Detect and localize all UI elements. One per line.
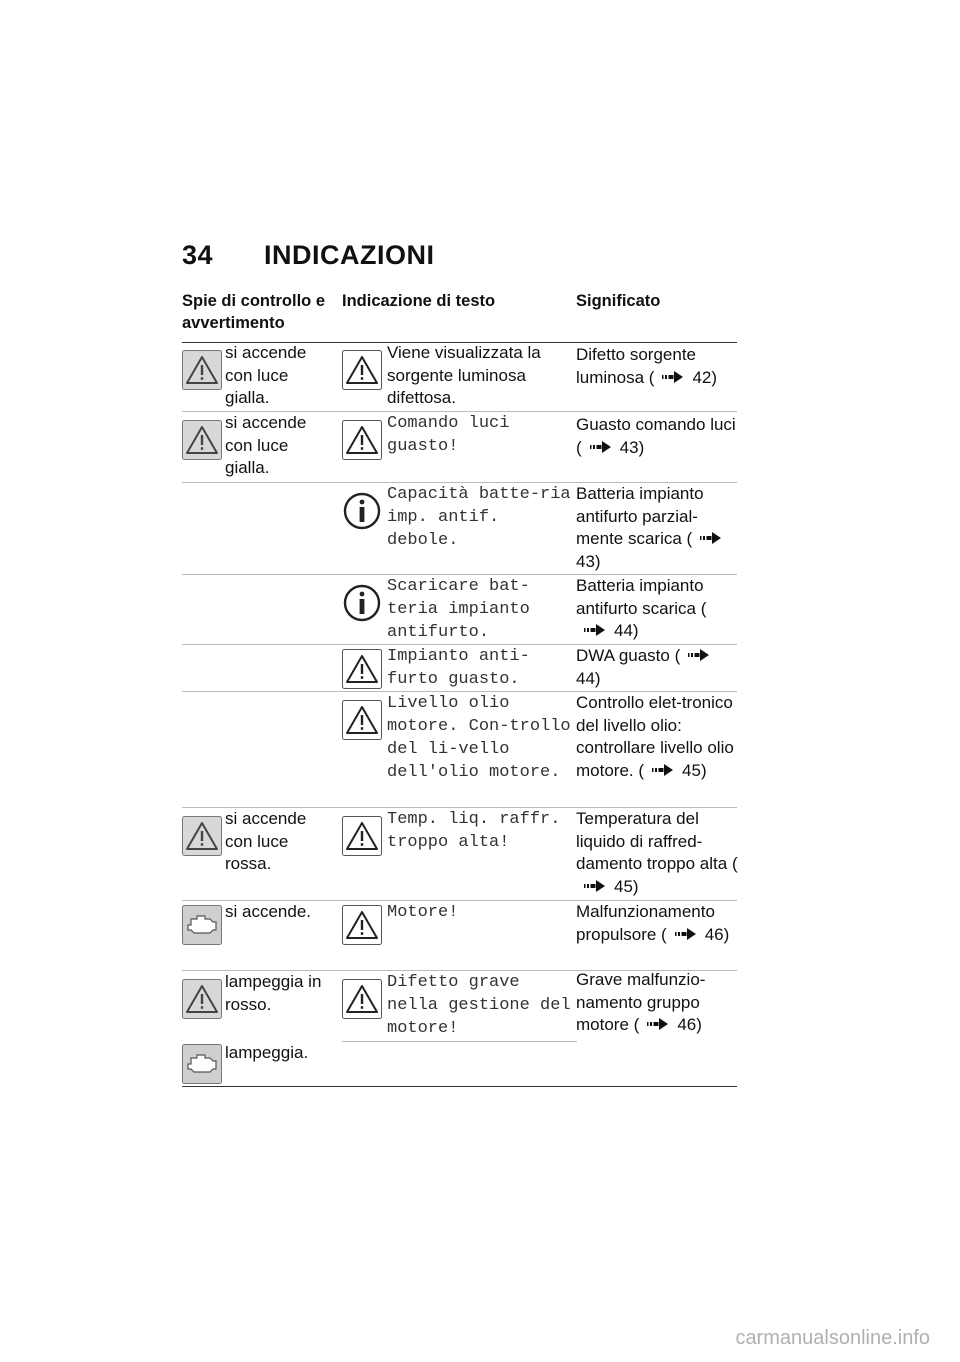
page-reference[interactable]: 43) <box>576 551 601 571</box>
page-reference[interactable]: 46) <box>704 924 730 944</box>
page-reference-arrow-icon <box>662 367 684 390</box>
meaning-text: Guasto comando luci <box>576 415 736 434</box>
page-heading <box>182 240 435 271</box>
page-reference-arrow-icon <box>700 528 722 551</box>
table-bottom-rule <box>182 1086 737 1087</box>
table-row: si accende con luce rossa. Temp. liq. raffr. troppo alta! Temperatura del liquido di raffred-damento troppo alta (45) <box>182 808 737 901</box>
warning-triangle-icon <box>342 350 382 395</box>
meaning-text: Malfunzionamento propulsore ( <box>576 902 715 944</box>
page-reference[interactable]: 44) <box>576 668 601 688</box>
page-reference-arrow-icon <box>652 760 674 783</box>
page-reference-arrow-icon <box>688 645 710 668</box>
header-meaning: Significato <box>576 292 661 310</box>
engine-icon <box>182 905 222 950</box>
page-reference-arrow-icon <box>584 620 606 643</box>
lamp-description: lampeggia in rosso. <box>225 972 322 1014</box>
warning-triangle-icon <box>342 420 382 465</box>
warning-triangle-icon <box>342 700 382 745</box>
lamp-description: lampeggia. <box>225 1043 309 1062</box>
warning-triangle-icon <box>342 649 382 694</box>
text-message: Livello olio motore. Con-trollo del li-vello dell'olio motore. <box>387 694 571 782</box>
page-reference[interactable]: 44) <box>614 621 639 640</box>
lamp-description: si accende con luce rossa. <box>225 809 307 873</box>
lamp-description: si accende. <box>225 902 311 921</box>
page-number: 34 <box>182 240 214 270</box>
warning-triangle-icon <box>182 350 222 395</box>
text-message: Comando luci guasto! <box>387 414 510 456</box>
page-reference[interactable]: 42) <box>692 367 718 387</box>
watermark: carmanualsonline.info <box>735 1327 930 1349</box>
warning-triangle-icon <box>182 979 222 1024</box>
table-row <box>182 575 737 645</box>
engine-icon <box>182 1044 222 1089</box>
page-reference[interactable]: 43) <box>619 437 645 457</box>
warning-triangle-icon <box>182 816 222 861</box>
warning-triangle-icon <box>342 816 382 861</box>
section-title: INDICAZIONI <box>264 240 435 270</box>
merged-meaning-cell: Grave malfunzio-namento gruppo motore ( 46) <box>576 969 738 1037</box>
text-message: Impianto anti-furto guasto. <box>387 647 530 689</box>
text-message: Motore! <box>387 903 459 922</box>
meaning-text: Batteria impianto antifurto parzial-mente scarica ( <box>576 484 704 548</box>
info-icon <box>342 583 382 628</box>
text-message: Temp. liq. raffr. troppo alta! <box>387 810 561 852</box>
lamp-description: si accende con luce gialla. <box>225 413 307 477</box>
warning-triangle-icon <box>182 420 222 465</box>
meaning-text: Batteria impianto antifurto scarica ( <box>576 576 707 618</box>
table-row <box>182 645 737 692</box>
warning-triangle-icon <box>342 979 382 1024</box>
table-row <box>182 1042 737 1086</box>
meaning-text: Difetto sorgente luminosa <box>576 345 697 387</box>
page-reference-arrow-icon <box>647 1014 669 1037</box>
meaning-text: DWA guasto ( <box>576 646 681 665</box>
page-reference-arrow-icon <box>675 924 697 947</box>
page-reference[interactable]: 45) <box>614 876 639 896</box>
meaning-text: Grave malfunzio-namento gruppo motore <box>576 970 706 1034</box>
table-header <box>182 290 737 343</box>
header-text-message: Indicazione di testo <box>342 292 496 310</box>
table-row: si accende con luce gialla. Viene visualizzata la sorgente luminosa difettosa. Difetto sorgente luminosa ( 42) <box>182 342 737 412</box>
text-message: Viene visualizzata la sorgente luminosa difettosa. <box>387 343 541 407</box>
warning-triangle-icon <box>342 905 382 950</box>
table-row <box>182 901 737 971</box>
meaning-text: Temperatura del liquido di raffred-damento troppo alta <box>576 809 728 873</box>
page-reference[interactable]: 45) <box>682 760 707 780</box>
header-lamps: Spie di controllo e avvertimento <box>182 292 326 332</box>
table-row <box>182 692 737 808</box>
page-reference-arrow-icon <box>584 876 606 899</box>
text-message: Difetto grave nella gestione del motore! <box>387 973 571 1038</box>
text-message: Capacità batte-ria imp. antif. debole. <box>387 485 571 550</box>
table-row <box>182 483 737 575</box>
info-icon <box>342 491 382 536</box>
page-reference-arrow-icon <box>590 437 612 460</box>
text-message: Scaricare bat-teria impianto antifurto. <box>387 577 530 642</box>
lamp-description: si accende con luce gialla. <box>225 343 307 407</box>
table-row: si accende con luce gialla. Comando luci guasto! Guasto comando luci ( 43) <box>182 412 737 483</box>
meaning-text: Controllo elet-tronico del livello olio: controllare livello olio motore. ( <box>576 693 734 780</box>
page-reference[interactable]: 46) <box>677 1015 702 1034</box>
